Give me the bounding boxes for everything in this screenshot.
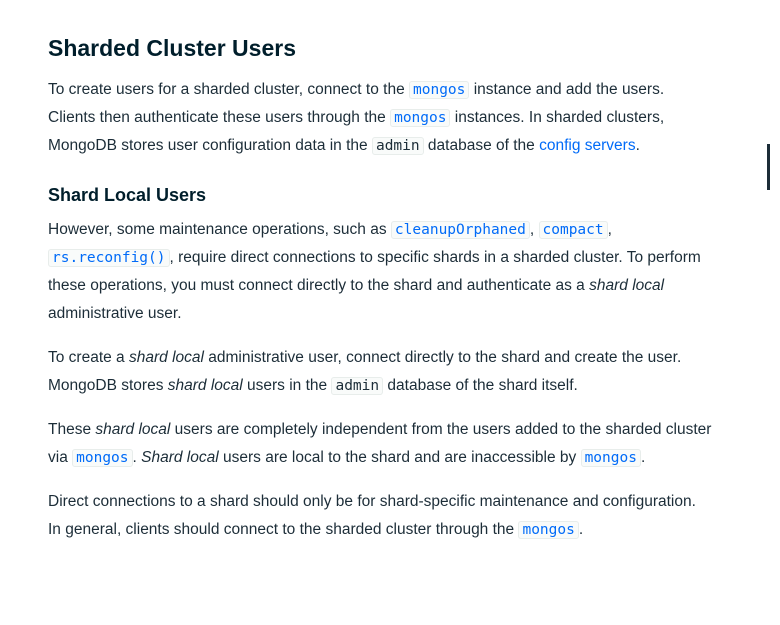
emphasis: shard local — [95, 421, 171, 438]
mongos-link[interactable] — [390, 109, 450, 126]
text: users are completely independent from the users added to the sharded cluster via — [48, 421, 712, 466]
intro-paragraph — [48, 76, 713, 160]
mongos-link[interactable] — [409, 81, 469, 98]
admin-code: admin — [331, 377, 383, 395]
maintenance-paragraph — [48, 216, 713, 328]
text: users are local to the shard and are inaccessible by — [218, 449, 581, 466]
direct-connections-paragraph — [48, 488, 713, 544]
admin-code: admin — [372, 137, 424, 155]
text: , require direct connections to specific shards in a sharded cluster. To perform these operations, you must connect directly to the shard and authenticate as a — [48, 249, 701, 294]
text: However, some maintenance operations, such as — [48, 221, 391, 238]
mongos-code: mongos — [518, 521, 578, 539]
rs-reconfig-link[interactable] — [48, 249, 170, 266]
text: . — [132, 449, 142, 466]
compact-link[interactable] — [539, 221, 608, 238]
text: These — [48, 421, 96, 438]
text: database of the — [423, 137, 540, 154]
mongos-code: mongos — [72, 449, 132, 467]
mongos-code: mongos — [581, 449, 641, 467]
scrollbar-thumb[interactable] — [767, 144, 770, 190]
mongos-code: mongos — [390, 109, 450, 127]
emphasis: Shard local — [141, 449, 219, 466]
mongos-link[interactable] — [581, 449, 641, 466]
text: . — [640, 449, 646, 466]
text: database of the shard itself. — [383, 377, 578, 394]
emphasis: shard local — [589, 277, 665, 294]
page-title: Sharded Cluster Users — [48, 35, 296, 61]
emphasis: shard local — [167, 377, 243, 394]
text: . — [635, 137, 640, 154]
text: Direct connections to a shard should only be for shard-specific maintenance and configuration. In general, clients should connect to the sharded cluster through the — [48, 493, 696, 538]
independence-paragraph — [48, 416, 713, 472]
text: administrative user, connect directly to the shard and create the user. MongoDB stores — [48, 349, 682, 394]
text: To create a — [48, 349, 129, 366]
cleanuporphaned-code: cleanupOrphaned — [391, 221, 530, 239]
article-content — [48, 28, 713, 560]
section-heading: Shard Local Users — [48, 185, 207, 205]
cleanuporphaned-link[interactable] — [391, 221, 530, 238]
emphasis: shard local — [129, 349, 204, 366]
text: . — [578, 521, 584, 538]
create-local-user-paragraph — [48, 344, 713, 400]
mongos-link[interactable] — [72, 449, 132, 466]
mongos-code: mongos — [409, 81, 469, 99]
text: users in the — [242, 377, 332, 394]
mongos-link[interactable] — [518, 521, 578, 538]
text: To create users for a sharded cluster, connect to the — [48, 81, 410, 98]
config-servers-link[interactable]: config servers — [539, 137, 636, 154]
text: instance and add the users. Clients then authenticate these users through the — [48, 81, 665, 126]
compact-code: compact — [539, 221, 608, 239]
rs-reconfig-code: rs.reconfig() — [48, 249, 170, 267]
text: instances. In sharded clusters, MongoDB stores user configuration data in the — [48, 109, 665, 154]
text: , — [607, 221, 612, 238]
text: , — [529, 221, 539, 238]
text: administrative user. — [48, 305, 182, 322]
